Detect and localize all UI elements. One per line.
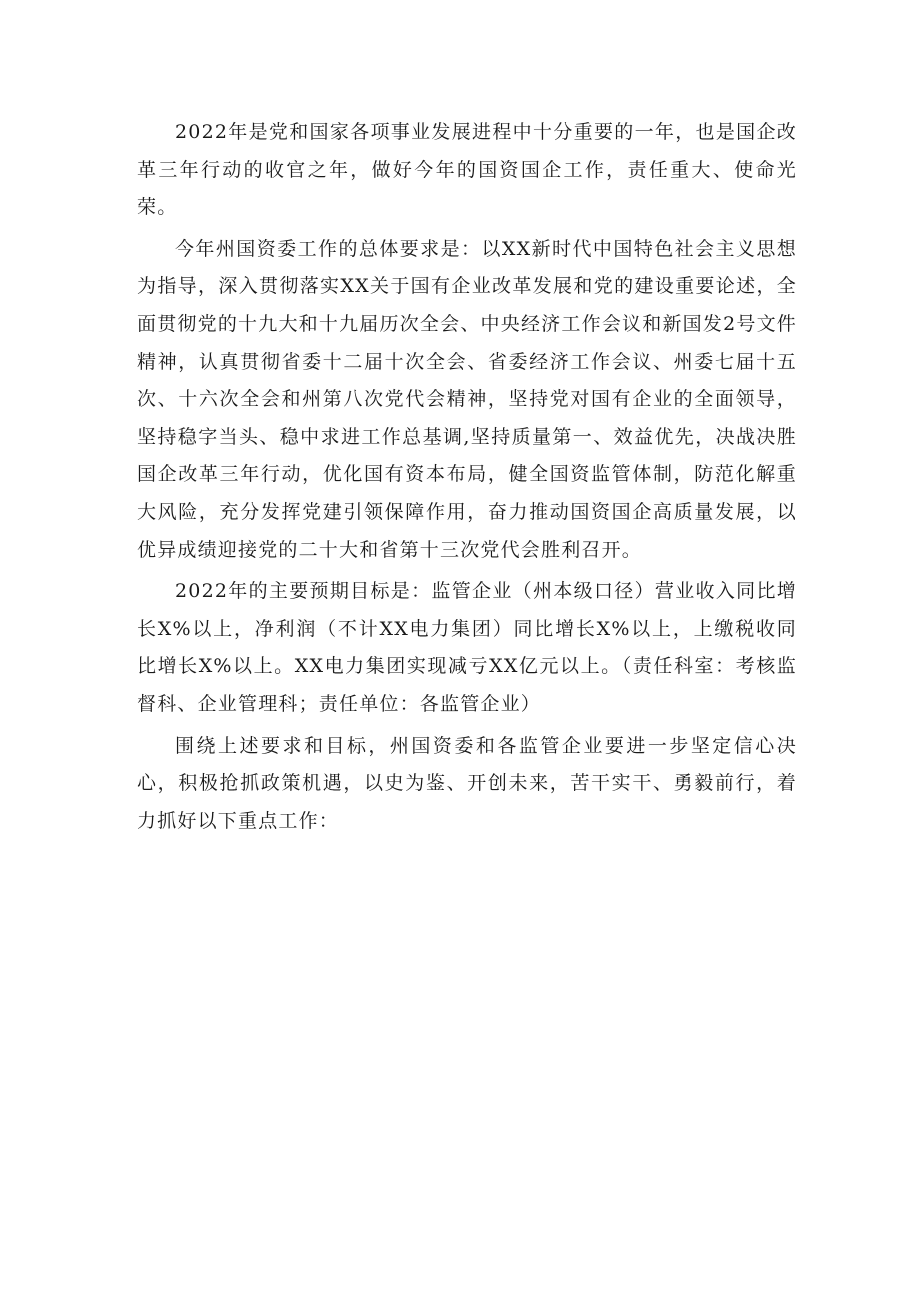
paragraph-key-work: 围绕上述要求和目标，州国资委和各监管企业要进一步坚定信心决心，积极抢抓政策机遇，以史为鉴、开创未来，苦干实干、勇毅前行，着力抓好以下重点工作： <box>137 734 797 832</box>
paragraph-intro: 2022年是党和国家各项事业发展进程中十分重要的一年，也是国企改革三年行动的收官之年，做好今年的国资国企工作，责任重大、使命光荣。 <box>137 121 797 219</box>
paragraph-main-targets: 2022年的主要预期目标是：监管企业（州本级口径）营业收入同比增长X%以上，净利润（不计XX电力集团）同比增长X%以上，上缴税收同比增长X%以上。XX电力集团实现减亏XX亿元以上。（责任科室：考核监督科、企业管理科；责任单位：各监管企业） <box>137 580 797 715</box>
document-body <box>137 114 797 844</box>
paragraph-general-requirements: 今年州国资委工作的总体要求是：以XX新时代中国特色社会主义思想为指导，深入贯彻落实XX关于国有企业改革发展和党的建设重要论述，全面贯彻党的十九大和十九届历次全会、中央经济工作会议和新国发2号文件精神，认真贯彻省委十二届十次全会、省委经济工作会议、州委七届十五次、十六次全会和州第八次党代会精神，坚持党对国有企业的全面领导，坚持稳字当头、稳中求进工作总基调,坚持质量第一、效益优先，决战决胜国企改革三年行动，优化国有资本布局，健全国资监管体制，防范化解重大风险，充分发挥党建引领保障作用，奋力推动国资国企高质量发展，以优异成绩迎接党的二十大和省第十三次党代会胜利召开。 <box>137 237 797 561</box>
